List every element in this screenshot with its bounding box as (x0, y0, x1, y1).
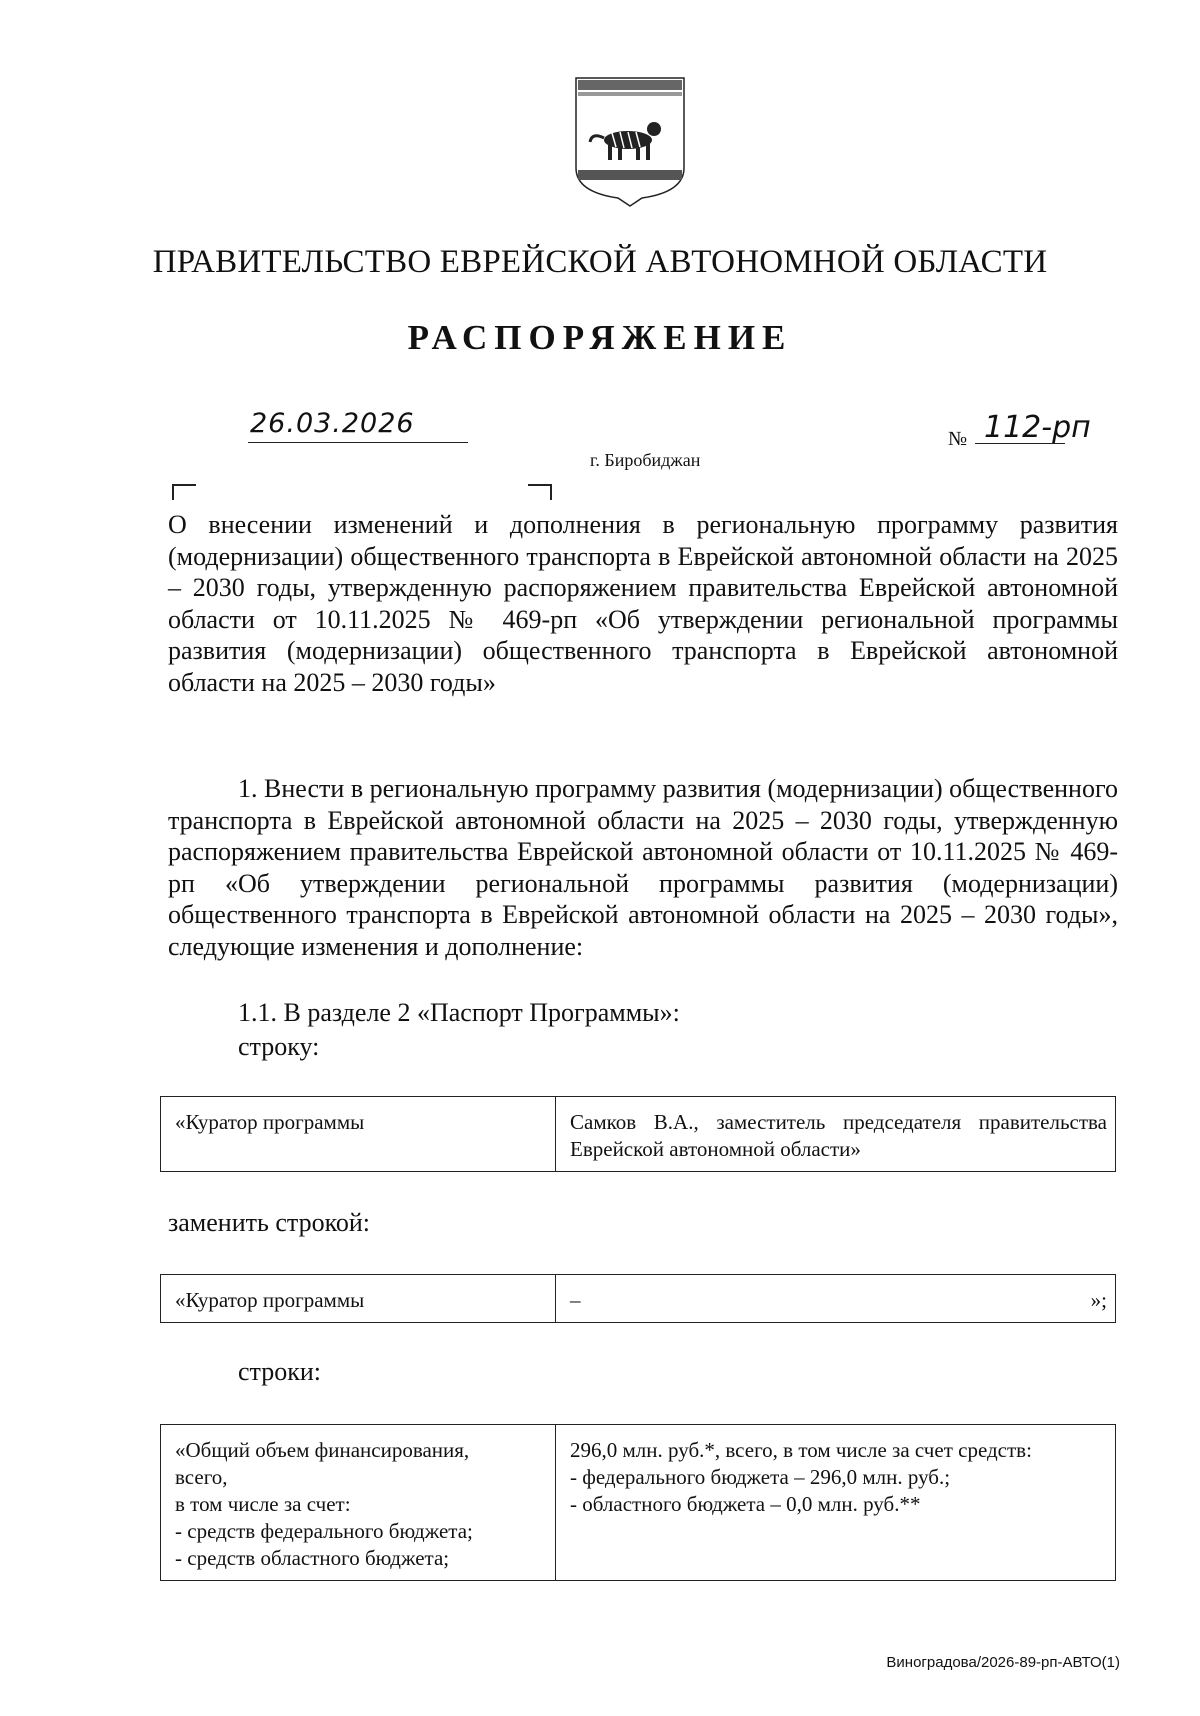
lines-label: строки: (238, 1357, 321, 1386)
financing-right-line: - областного бюджета – 0,0 млн. руб.** (570, 1492, 921, 1516)
number-handwritten: 112-рп (984, 410, 1091, 445)
title-corner-left (172, 484, 196, 500)
document-type: РАСПОРЯЖЕНИЕ (407, 318, 793, 357)
financing-left-line: всего, (175, 1465, 228, 1489)
table-financing (160, 1424, 1116, 1581)
city: г. Биробиджан (590, 450, 701, 470)
footer-reference: Виноградова/2026-89-рп-АВТО(1) (886, 1654, 1120, 1671)
title-corner-right (528, 484, 552, 500)
subparagraph-1-1: 1.1. В разделе 2 «Паспорт Программы»: (238, 998, 680, 1027)
table-row (161, 1275, 1116, 1323)
financing-right-line: 296,0 млн. руб.*, всего, в том числе за счет средств: (570, 1438, 1032, 1462)
date-handwritten: 26.03.2026 (250, 408, 415, 439)
table-row (161, 1097, 1116, 1172)
date-underline (248, 442, 468, 443)
dash: – (570, 1288, 581, 1312)
table-cell (556, 1275, 1116, 1323)
table-row (161, 1425, 1116, 1581)
table-curator-old (160, 1096, 1116, 1172)
financing-left-line: в том числе за счет: (175, 1492, 351, 1516)
financing-left-line: - средств областного бюджета; (175, 1546, 450, 1570)
document-title: О внесении изменений и дополнения в региональную программу развития (модернизации) общественного транспорта в Еврейской автономной области на 2025 – 2030 годы, утвержденную распоряжением правительства Еврейской автономной области от 10.11.2025 № 469-рп «Об утверждении региональной программы развития (модернизации) общественного транспорта в Еврейской автономной области на 2025 – 2030 годы» (168, 510, 1118, 697)
financing-right-line: - федерального бюджета – 296,0 млн. руб.; (570, 1465, 951, 1489)
financing-left-line: «Общий объем финансирования, (175, 1438, 470, 1462)
table-cell: «Куратор программы (161, 1097, 556, 1172)
line-label: строку: (238, 1032, 320, 1061)
number-underline (975, 443, 1065, 444)
table-cell (556, 1425, 1116, 1581)
paragraph-1: 1. Внести в региональную программу развития (модернизации) общественного транспорта в Еврейской автономной области на 2025 – 2030 годы, утвержденную распоряжением правительства Еврейской автономной области от 10.11.2025 № 469-рп «Об утверждении региональной программы развития (модернизации) общественного транспорта в Еврейской автономной области на 2025 – 2030 годы», следующие изменения и дополнение: (168, 774, 1118, 961)
table-cell (161, 1425, 556, 1581)
financing-left-line: - средств федерального бюджета; (175, 1519, 473, 1543)
number-label: № (948, 428, 968, 450)
closing-quote: »; (1090, 1288, 1107, 1312)
table-curator-new (160, 1274, 1116, 1323)
emblem-tiger-icon (572, 76, 688, 208)
table-cell: Самков В.А., заместитель председателя правительства Еврейской автономной области» (556, 1097, 1116, 1172)
replace-with-label: заменить строкой: (168, 1208, 371, 1237)
government-name: ПРАВИТЕЛЬСТВО ЕВРЕЙСКОЙ АВТОНОМНОЙ ОБЛАСТИ (152, 244, 1048, 280)
table-cell: «Куратор программы (161, 1275, 556, 1323)
